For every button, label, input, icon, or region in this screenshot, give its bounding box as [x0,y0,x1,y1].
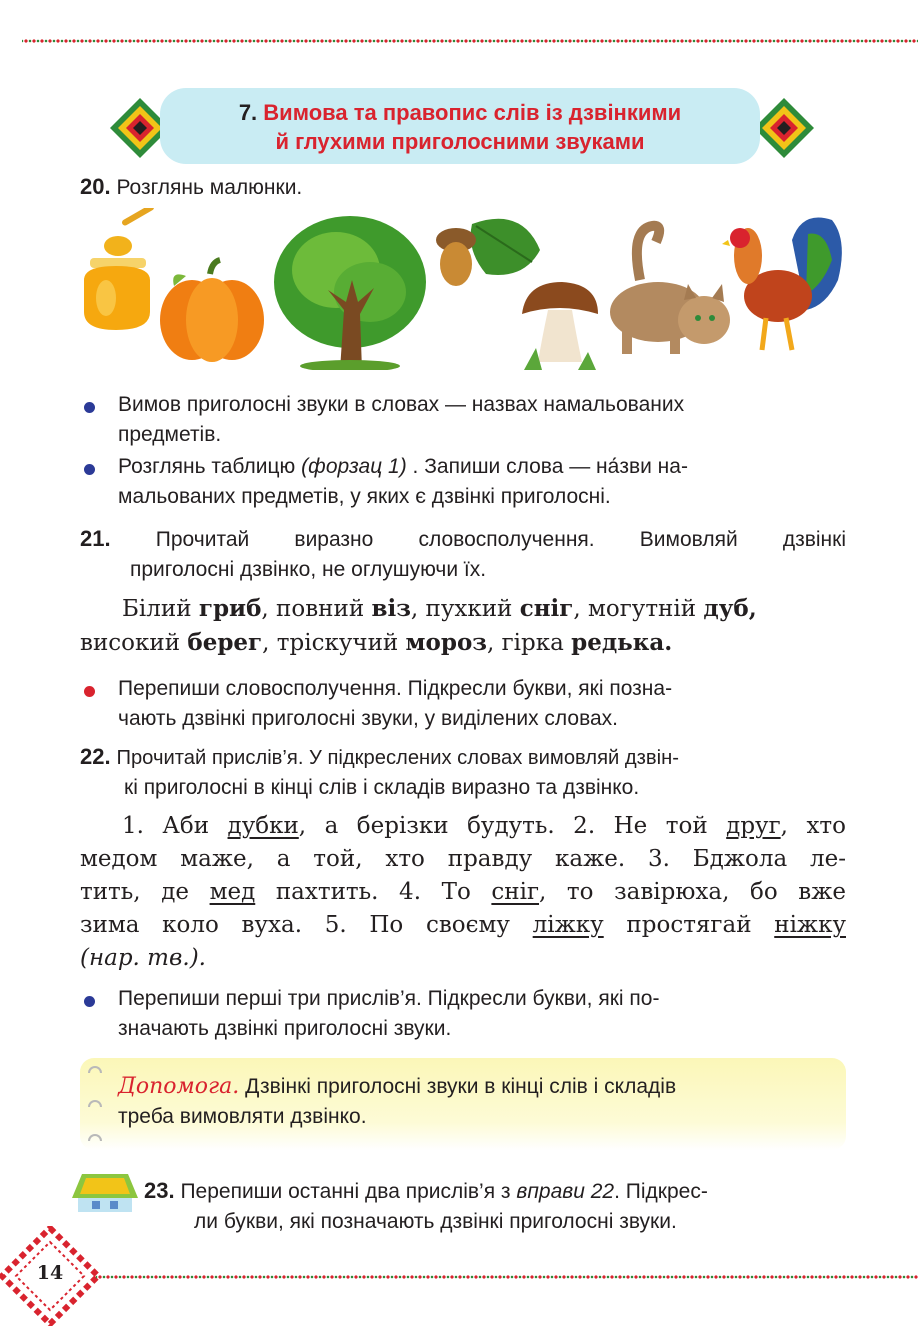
ring-icon [88,1066,102,1073]
oak-tree-picture [270,210,430,370]
proverb-source: (нар. тв.). [80,945,206,971]
help-line2: треба вимовляти дзвінко. [118,1105,367,1128]
lesson-title-line1: Вимова та правопис слів із дзвінкими [263,100,682,125]
honey-jar-picture [76,208,158,332]
exercise-23-line1: Перепиши останні два прислів’я з [180,1180,517,1203]
exercise-21-task-line2: чають дзвінкі приголосні звуки, у виділених словах. [118,707,619,730]
bottom-ornament-border [96,1274,918,1280]
rooster-picture [722,210,848,360]
bold-word: берег [187,629,263,656]
exercise-23-number: 23. [144,1178,175,1203]
pumpkin-picture [156,256,268,368]
exercise-20-heading [80,172,302,203]
exercise-23-line2: ли букви, які позначають дзвінкі приголосні звуки. [194,1210,677,1233]
exercise-22-instruction [80,742,846,803]
bold-word: мороз [405,629,487,656]
exercise-20-task-2-text-end: . Запиши слова — на́зви на- [406,455,688,478]
top-ornament-border [22,38,918,44]
mushroom-picture [518,278,602,370]
help-note-text [118,1072,676,1132]
exercise-23 [144,1176,846,1237]
page-number: 14 [36,1262,64,1284]
bold-word: віз [371,595,411,622]
underlined-word: дубки [227,813,299,839]
exercise-21-task-line1: Перепиши словосполучення. Підкресли букви, які позна- [118,677,673,700]
bold-word: сніг [519,595,574,622]
exercise-20-task-2 [118,452,688,512]
exercise-20-task-1 [118,390,684,450]
underlined-word: друг [726,813,781,839]
exercise-22-line2: кі приголосні в кінці слів і складів виразно та дзвінко. [124,776,640,799]
bullet-marker [84,996,95,1007]
bold-word: редька. [571,629,673,656]
exercise-22-proverbs: 1. Аби дубки, а берізки будуть. 2. Не той друг, хто медом маже, а той, хто правду каже. 3. Бджола ле- тить, де мед пахтить. 4. То сніг, то завірюха, бо вже зима коло вуха. 5. По своєму ліжку простягай ніжку (нар. тв.). [80,813,846,971]
exercise-20-number: 20. [80,174,111,199]
underlined-word: сніг [491,879,540,905]
exercise-22-task-line1: Перепиши перші три прислів’я. Підкресли букви, які по- [118,987,660,1010]
bullet-marker [84,402,95,413]
exercise-23-line1-end: . Підкрес- [614,1180,708,1203]
exercise-23-reference: вправи 22 [516,1180,615,1203]
lesson-number: 7. [238,100,258,125]
bold-word: гриб [198,595,262,622]
bullet-marker [84,464,95,475]
underlined-word: ніжку [774,912,846,938]
bullet-marker [84,686,95,697]
exercise-20-task-1-line1: Вимов приголосні звуки в словах — назвах намальованих [118,393,685,416]
ring-icon [88,1100,102,1107]
exercise-21-line1: Прочитай виразно словосполучення. Вимовляй дзвінкі [155,528,847,551]
exercise-21-number: 21. [80,526,111,551]
exercise-20-task-1-line2: предметів. [118,423,222,446]
exercise-20-task-2-reference: (форзац 1) [301,455,407,478]
exercise-22-number: 22. [80,744,111,769]
exercise-22-line1: Прочитай прислів’я. У підкреслених словах вимовляй дзвін- [116,747,680,769]
lesson-title-line2: й глухими приголосними звуками [275,129,645,154]
underlined-word: мед [209,879,256,905]
exercise-21-instruction [80,524,846,585]
exercise-22-task [118,984,659,1044]
exercise-20-text: Розглянь малюнки. [116,176,303,199]
exercise-22-task-line2: значають дзвінкі приголосні звуки. [118,1017,452,1040]
cat-picture [600,220,740,360]
help-label: Допомога. [118,1074,240,1099]
exercise-21-phrases: Білий гриб, повний віз, пухкий сніг, могутній дуб, високий берег, тріскучий мороз, гірка редька. [80,595,757,656]
exercise-20-task-2-text: Розглянь таблицю [118,455,302,478]
help-line1: Дзвінкі приголосні звуки в кінці слів і складів [239,1075,677,1098]
bold-word: дуб, [703,595,757,622]
exercise-21-line2: приголосні дзвінко, не оглушуючи їх. [130,558,487,581]
house-icon [72,1172,138,1214]
ring-icon [88,1134,102,1141]
underlined-word: ліжку [532,912,604,938]
lesson-title [160,88,760,164]
embroidery-ornament-right [752,96,816,160]
exercise-21-task [118,674,672,734]
exercise-20-task-2-line2: мальованих предметів, у яких є дзвінкі приголосні. [118,485,611,508]
